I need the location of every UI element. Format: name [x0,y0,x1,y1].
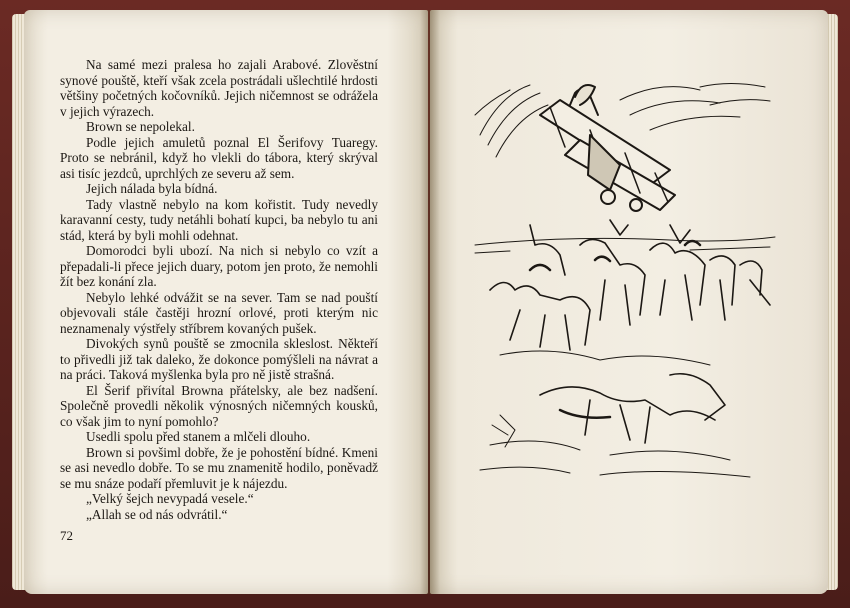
camel-riders [490,220,770,365]
paragraph: „Velký šejch nevypadá vesele.“ [86,491,254,506]
paragraph: El Šerif přivítal Browna přátelsky, ale bez nadšení. Společně provedli několik výnosných ničemných kousků, co však jim to nyní pomohlo? [60,382,378,429]
paragraph: Na samé mezi pralesa ho zajali Arabové. Zlověstní synové pouště, kteří však zcela postrádali ušlechtilé hrdosti většiny početných kočovníků. Jejich ničemnost se odrážela v jejich výrazech. [60,57,378,119]
paragraph: Podle jejich amuletů poznal El Šerifovy Tuaregy. Proto se nebránil, když ho vlekli do tábora, který skrýval asi tisíc jezdců, uprchlých ze severu až sem. [60,134,378,181]
paragraph: Brown se nepolekal. [86,119,195,134]
paragraph: Usedli spolu před stanem a mlčeli dlouho. [86,429,311,444]
fallen-figures [540,374,725,443]
paragraph: Jejich nálada byla bídná. [86,181,218,196]
paragraph: „Allah se od nás odvrátil.“ [86,506,228,522]
paragraph: Nebylo lehké odvážit se na sever. Tam se nad pouští objevovali stále častěji hrozní orlové, proti kterým nic neznamenaly výstřely stříbrem kovaných pušek. [60,289,378,336]
book-gutter [420,10,440,594]
biplane [540,85,675,211]
ground-hatching [480,415,750,477]
illustration-biplane-camels [470,75,780,495]
left-page-text [60,57,378,522]
paragraph: Brown si povšiml dobře, že je pohostění bídné. Kmeni se asi nevedlo dobře. To se mu znamenitě hodilo, poněvadž se mu snáze podaří přemluvit je k nájezdu. [60,444,378,491]
paragraph: Domorodci byli ubozí. Na nich si nebylo co vzít a přepadali-li přece jejich duary, potom jen proto, že nemohli žít bez konání zla. [60,243,378,289]
desert-horizon [475,237,775,253]
page-number: 72 [60,528,73,543]
paragraph: Divokých synů pouště se zmocnila skleslost. Někteří to přivedli již tak daleko, že dokonce pomýšleli na návrat a na práci. Taková myšlenka byla pro ně jistě strašná. [60,336,378,382]
paragraph: Tady vlastně nebylo na kom kořistit. Tudy nevedly karavanní cesty, tudy netáhli bohatí kupci, ba nebylo tu ani stád, která by byli mohli odehnat. [60,196,378,243]
